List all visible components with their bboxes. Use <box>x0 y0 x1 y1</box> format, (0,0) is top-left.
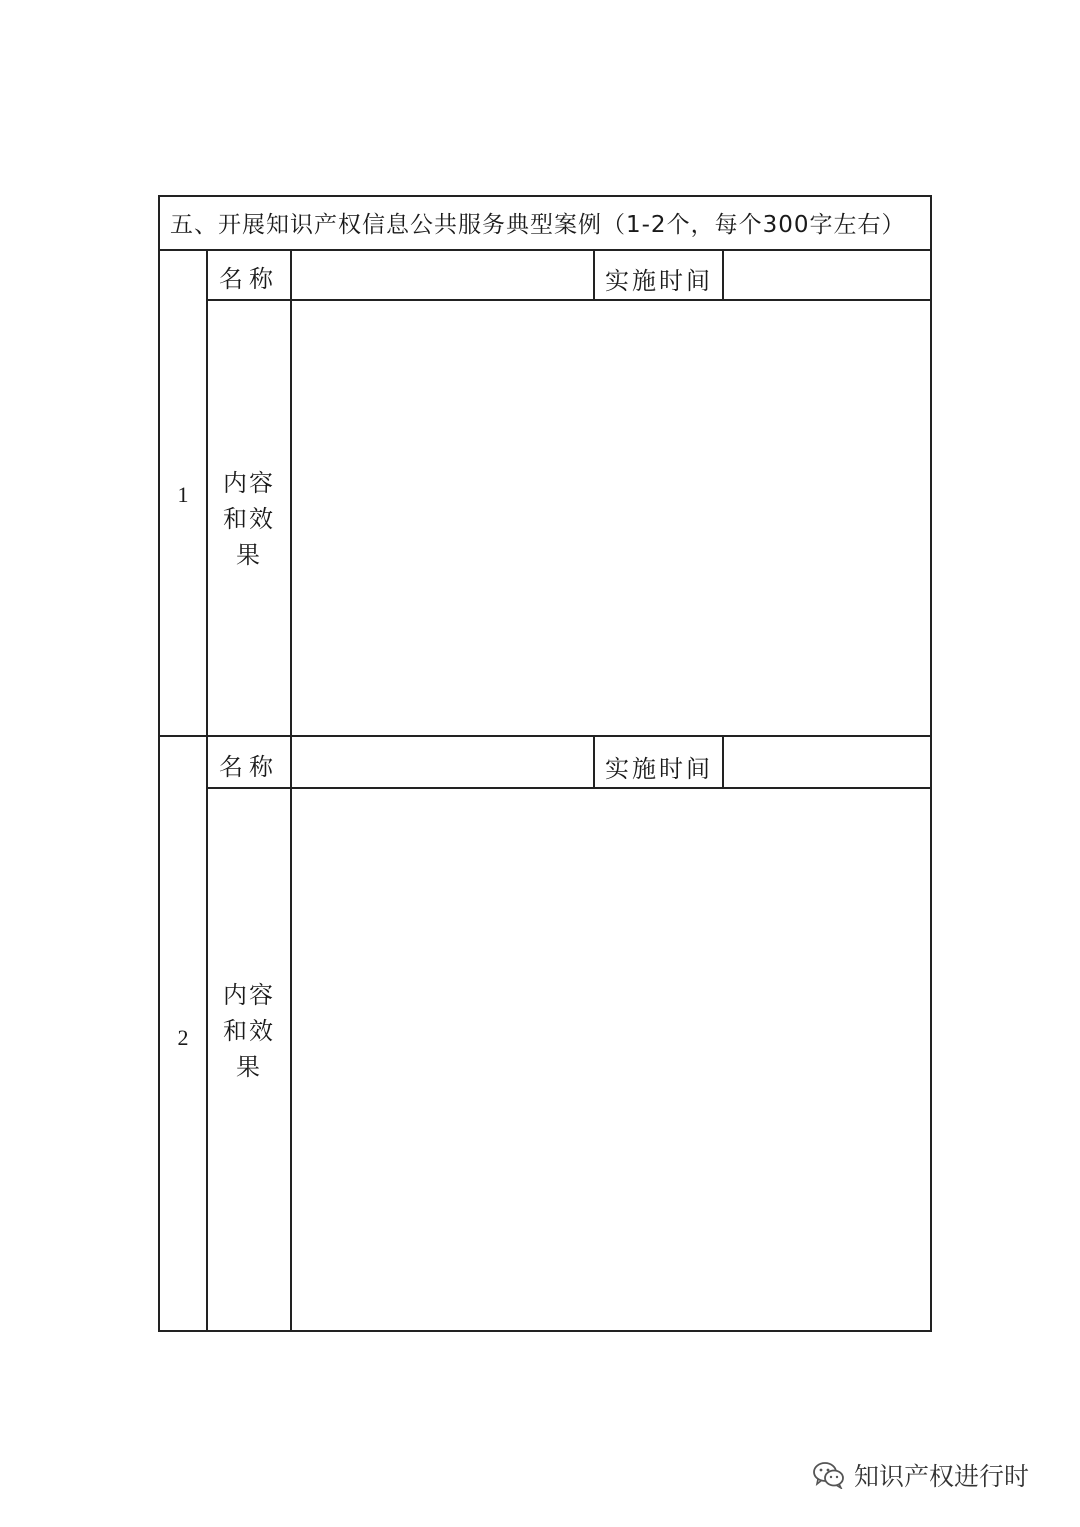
case-1-content-field[interactable] <box>292 301 930 733</box>
form-title: 五、开展知识产权信息公共服务典型案例（1-2个，每个300字左右） <box>170 212 906 238</box>
case-1-time-label: 实施时间 <box>605 267 713 295</box>
case-2-time-field[interactable] <box>724 737 930 785</box>
divider <box>206 249 208 1330</box>
case-1-time-field[interactable] <box>724 251 930 299</box>
watermark <box>812 1455 1029 1495</box>
wechat-icon <box>812 1461 846 1489</box>
case-2-content-field[interactable] <box>292 789 930 1328</box>
watermark-text: 知识产权进行时 <box>854 1462 1030 1491</box>
case-2-number: 2 <box>177 1025 189 1050</box>
case-2-name-field[interactable] <box>292 737 592 785</box>
case-2-time-label: 实施时间 <box>605 755 713 783</box>
form-table <box>158 195 932 1332</box>
case-1-number: 1 <box>177 482 189 507</box>
case-2-content-label: 内容 和效 果 <box>223 981 275 1081</box>
case-1-name-label: 名称 <box>219 265 279 293</box>
case-1-name-field[interactable] <box>292 251 592 299</box>
case-2-name-label: 名称 <box>219 753 279 781</box>
case-1-content-label: 内容 和效 果 <box>223 469 275 569</box>
